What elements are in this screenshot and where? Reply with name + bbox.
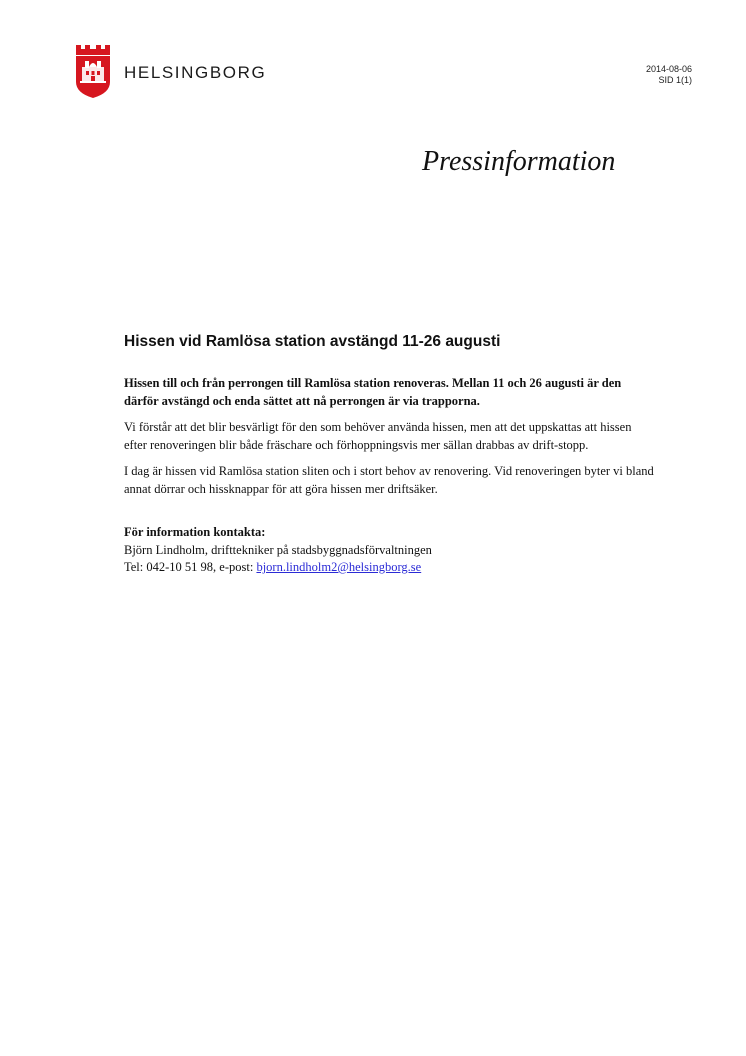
article-lead: Hissen till och från perrongen till Ramlösa station renoveras. Mellan 11 och 26 augusti är den därför avstängd och enda sättet att nå perrongen är via trapporna. (124, 376, 622, 408)
page-number: SID 1(1) (658, 75, 692, 85)
document-type-title: Pressinformation (422, 146, 616, 177)
article-paragraph: Vi förstår att det blir besvärligt för den som behöver använda hissen, men att det uppskattas att hissen efter renoveringen blir både fräschare och förhoppningsvis mer sällan drabbas av drift-stopp. (124, 420, 632, 452)
contact-email-link[interactable]: bjorn.lindholm2@helsingborg.se (256, 560, 422, 574)
brand-name: HELSINGBORG (124, 63, 267, 82)
contact-phone-line (124, 559, 654, 577)
article-headline: Hissen vid Ramlösa station avstängd 11-26 augusti (124, 333, 501, 350)
article-paragraph: I dag är hissen vid Ramlösa station sliten och i stort behov av renovering. Vid renoveringen byter vi bland annat dörrar och hissknappar för att göra hissen mer driftsäker. (124, 464, 654, 496)
document-date: 2014-08-06 (645, 64, 692, 74)
article (124, 332, 654, 577)
contact-phone: Tel: 042-10 51 98, e-post: (124, 560, 257, 574)
document-meta (646, 64, 692, 86)
helsingborg-crest-icon (74, 43, 112, 99)
contact-label: För information kontakta: (124, 525, 266, 539)
contact-block (124, 524, 654, 577)
contact-person: Björn Lindholm, drifttekniker på stadsbyggnadsförvaltningen (124, 542, 432, 557)
